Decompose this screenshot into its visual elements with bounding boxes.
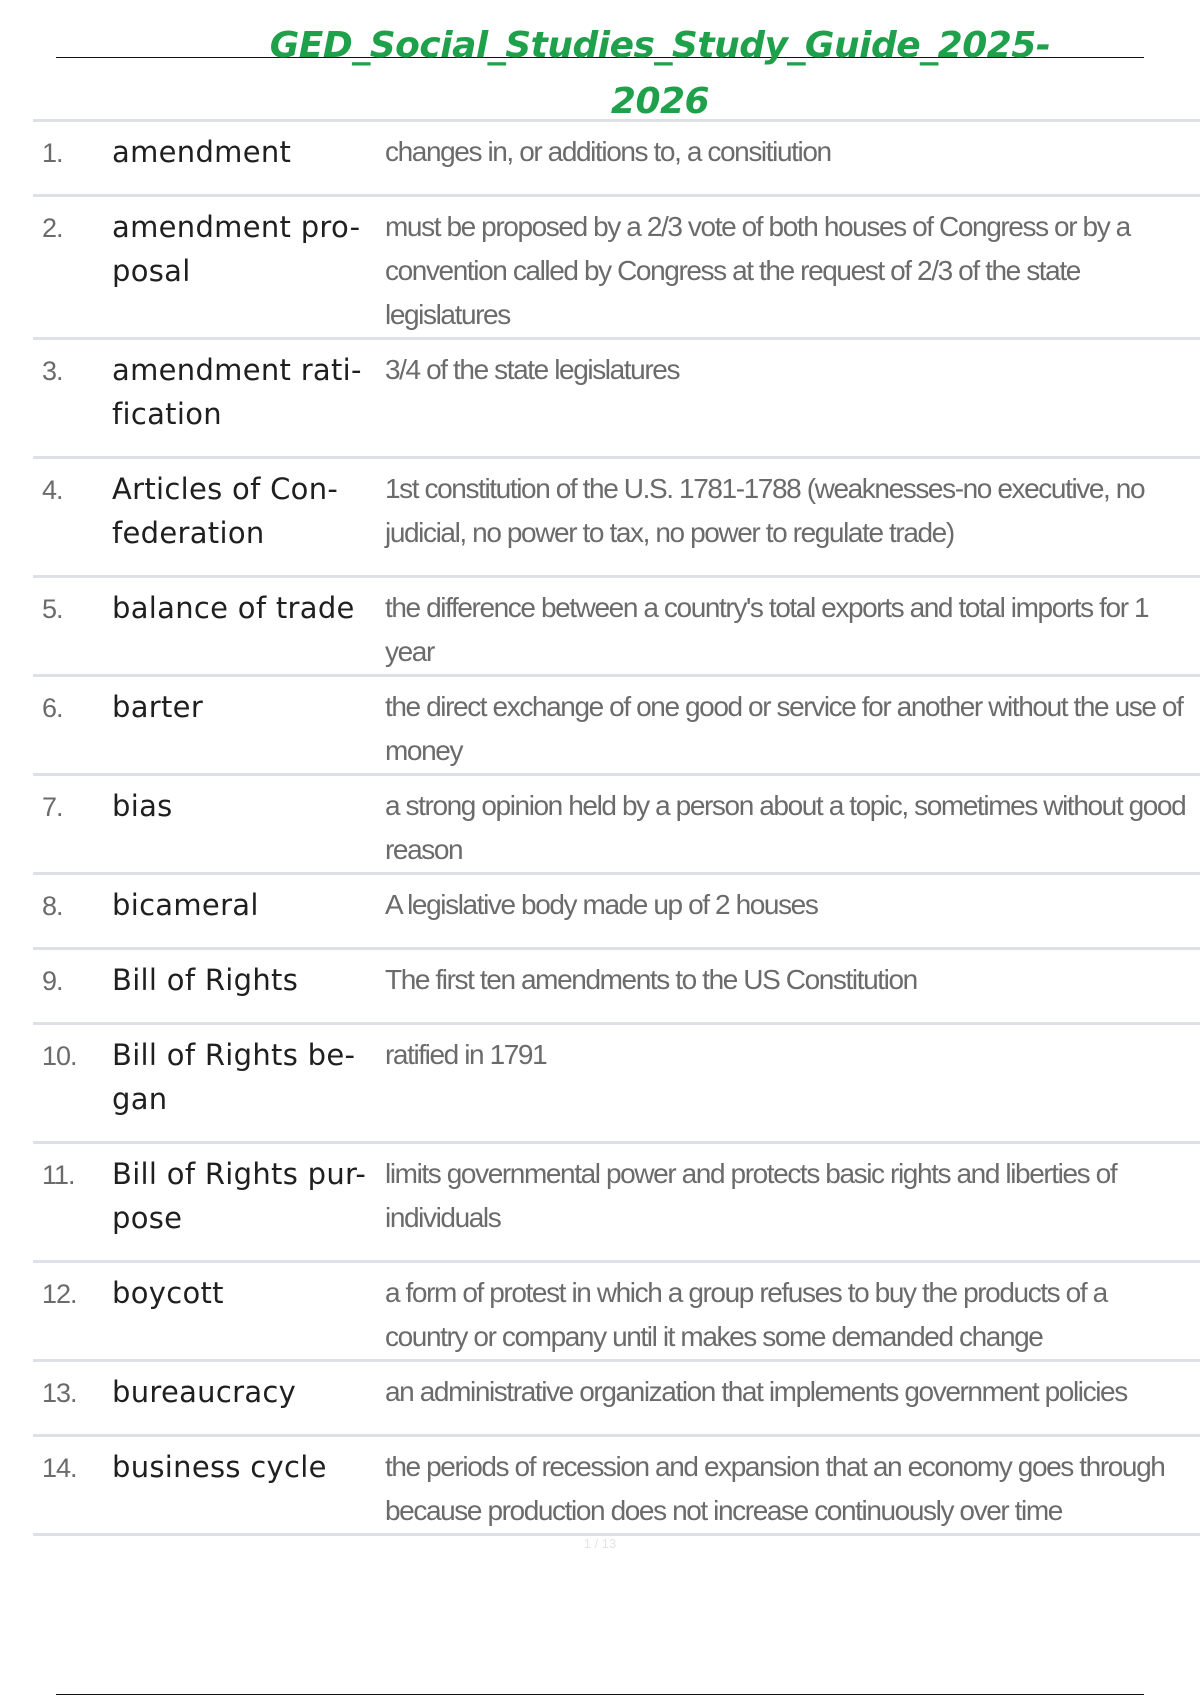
- term-definition: 1st constitution of the U.S. 1781-1788 (weaknesses-no executive, no judicial, no power to tax, no power to regulate trade): [385, 473, 1145, 548]
- term-number: 13.: [42, 1378, 77, 1408]
- term-word: Articles of Con- federation: [112, 472, 339, 550]
- term-word: Bill of Rights: [112, 963, 299, 997]
- table-row: [33, 1359, 1200, 1434]
- term-definition: an administrative organization that implements government policies: [385, 1376, 1127, 1407]
- table-row: [33, 1434, 1200, 1536]
- term-number: 4.: [42, 475, 63, 505]
- term-word: barter: [112, 690, 204, 724]
- table-row: [33, 119, 1200, 194]
- term-number: 9.: [42, 966, 63, 996]
- page-number: 1 / 13: [583, 1536, 617, 1551]
- term-definition: a form of protest in which a group refuses to buy the products of a country or company until it makes some demanded change: [385, 1277, 1107, 1352]
- table-row: [33, 1141, 1200, 1260]
- term-definition: limits governmental power and protects basic rights and liberties of individuals: [385, 1158, 1117, 1233]
- term-definition: the periods of recession and expansion that an economy goes through because production does not increase continuously over time: [385, 1451, 1165, 1526]
- term-word: balance of trade: [112, 591, 355, 625]
- term-definition: ratified in 1791: [385, 1039, 547, 1070]
- table-row: [33, 1260, 1200, 1359]
- term-number: 5.: [42, 594, 63, 624]
- term-number: 2.: [42, 213, 63, 243]
- term-definition: a strong opinion held by a person about a topic, sometimes without good reason: [385, 790, 1186, 865]
- term-definition: A legislative body made up of 2 houses: [385, 889, 818, 920]
- table-row: [33, 337, 1200, 456]
- term-number: 1.: [42, 138, 63, 168]
- term-definition: must be proposed by a 2/3 vote of both houses of Congress or by a convention called by Congress at the request of 2/3 of the state legislatures: [385, 211, 1130, 330]
- term-word: bureaucracy: [112, 1375, 297, 1409]
- term-number: 10.: [42, 1041, 77, 1071]
- table-row: [33, 872, 1200, 947]
- term-number: 11.: [42, 1160, 75, 1190]
- term-definition: changes in, or additions to, a consitiution: [385, 136, 831, 167]
- term-word: amendment pro- posal: [112, 210, 361, 288]
- table-row: [33, 674, 1200, 773]
- term-number: 7.: [42, 792, 63, 822]
- table-row: [33, 947, 1200, 1022]
- term-word: amendment rati- fication: [112, 353, 362, 431]
- term-definition: 3/4 of the state legislatures: [385, 354, 680, 385]
- term-definition: the direct exchange of one good or service for another without the use of money: [385, 691, 1183, 766]
- term-definition: The first ten amendments to the US Constitution: [385, 964, 917, 995]
- table-row: [33, 1022, 1200, 1141]
- bottom-rule: [56, 1694, 1144, 1695]
- term-word: Bill of Rights be- gan: [112, 1038, 356, 1116]
- term-number: 12.: [42, 1279, 77, 1309]
- table-row: [33, 773, 1200, 872]
- terms-table: [33, 119, 1200, 1536]
- term-word: bicameral: [112, 888, 259, 922]
- term-definition: the difference between a country's total exports and total imports for 1 year: [385, 592, 1149, 667]
- term-word: boycott: [112, 1276, 224, 1310]
- term-word: Bill of Rights pur- pose: [112, 1157, 367, 1235]
- table-row: [33, 456, 1200, 575]
- table-row: [33, 575, 1200, 674]
- term-number: 14.: [42, 1453, 77, 1483]
- term-number: 8.: [42, 891, 63, 921]
- term-number: 6.: [42, 693, 63, 723]
- term-number: 3.: [42, 356, 63, 386]
- table-row: [33, 194, 1200, 337]
- term-word: bias: [112, 789, 173, 823]
- document-title: GED_Social_Studies_Study_Guide_2025- 2026: [269, 25, 1051, 122]
- term-word: business cycle: [112, 1450, 327, 1484]
- term-word: amendment: [112, 135, 292, 169]
